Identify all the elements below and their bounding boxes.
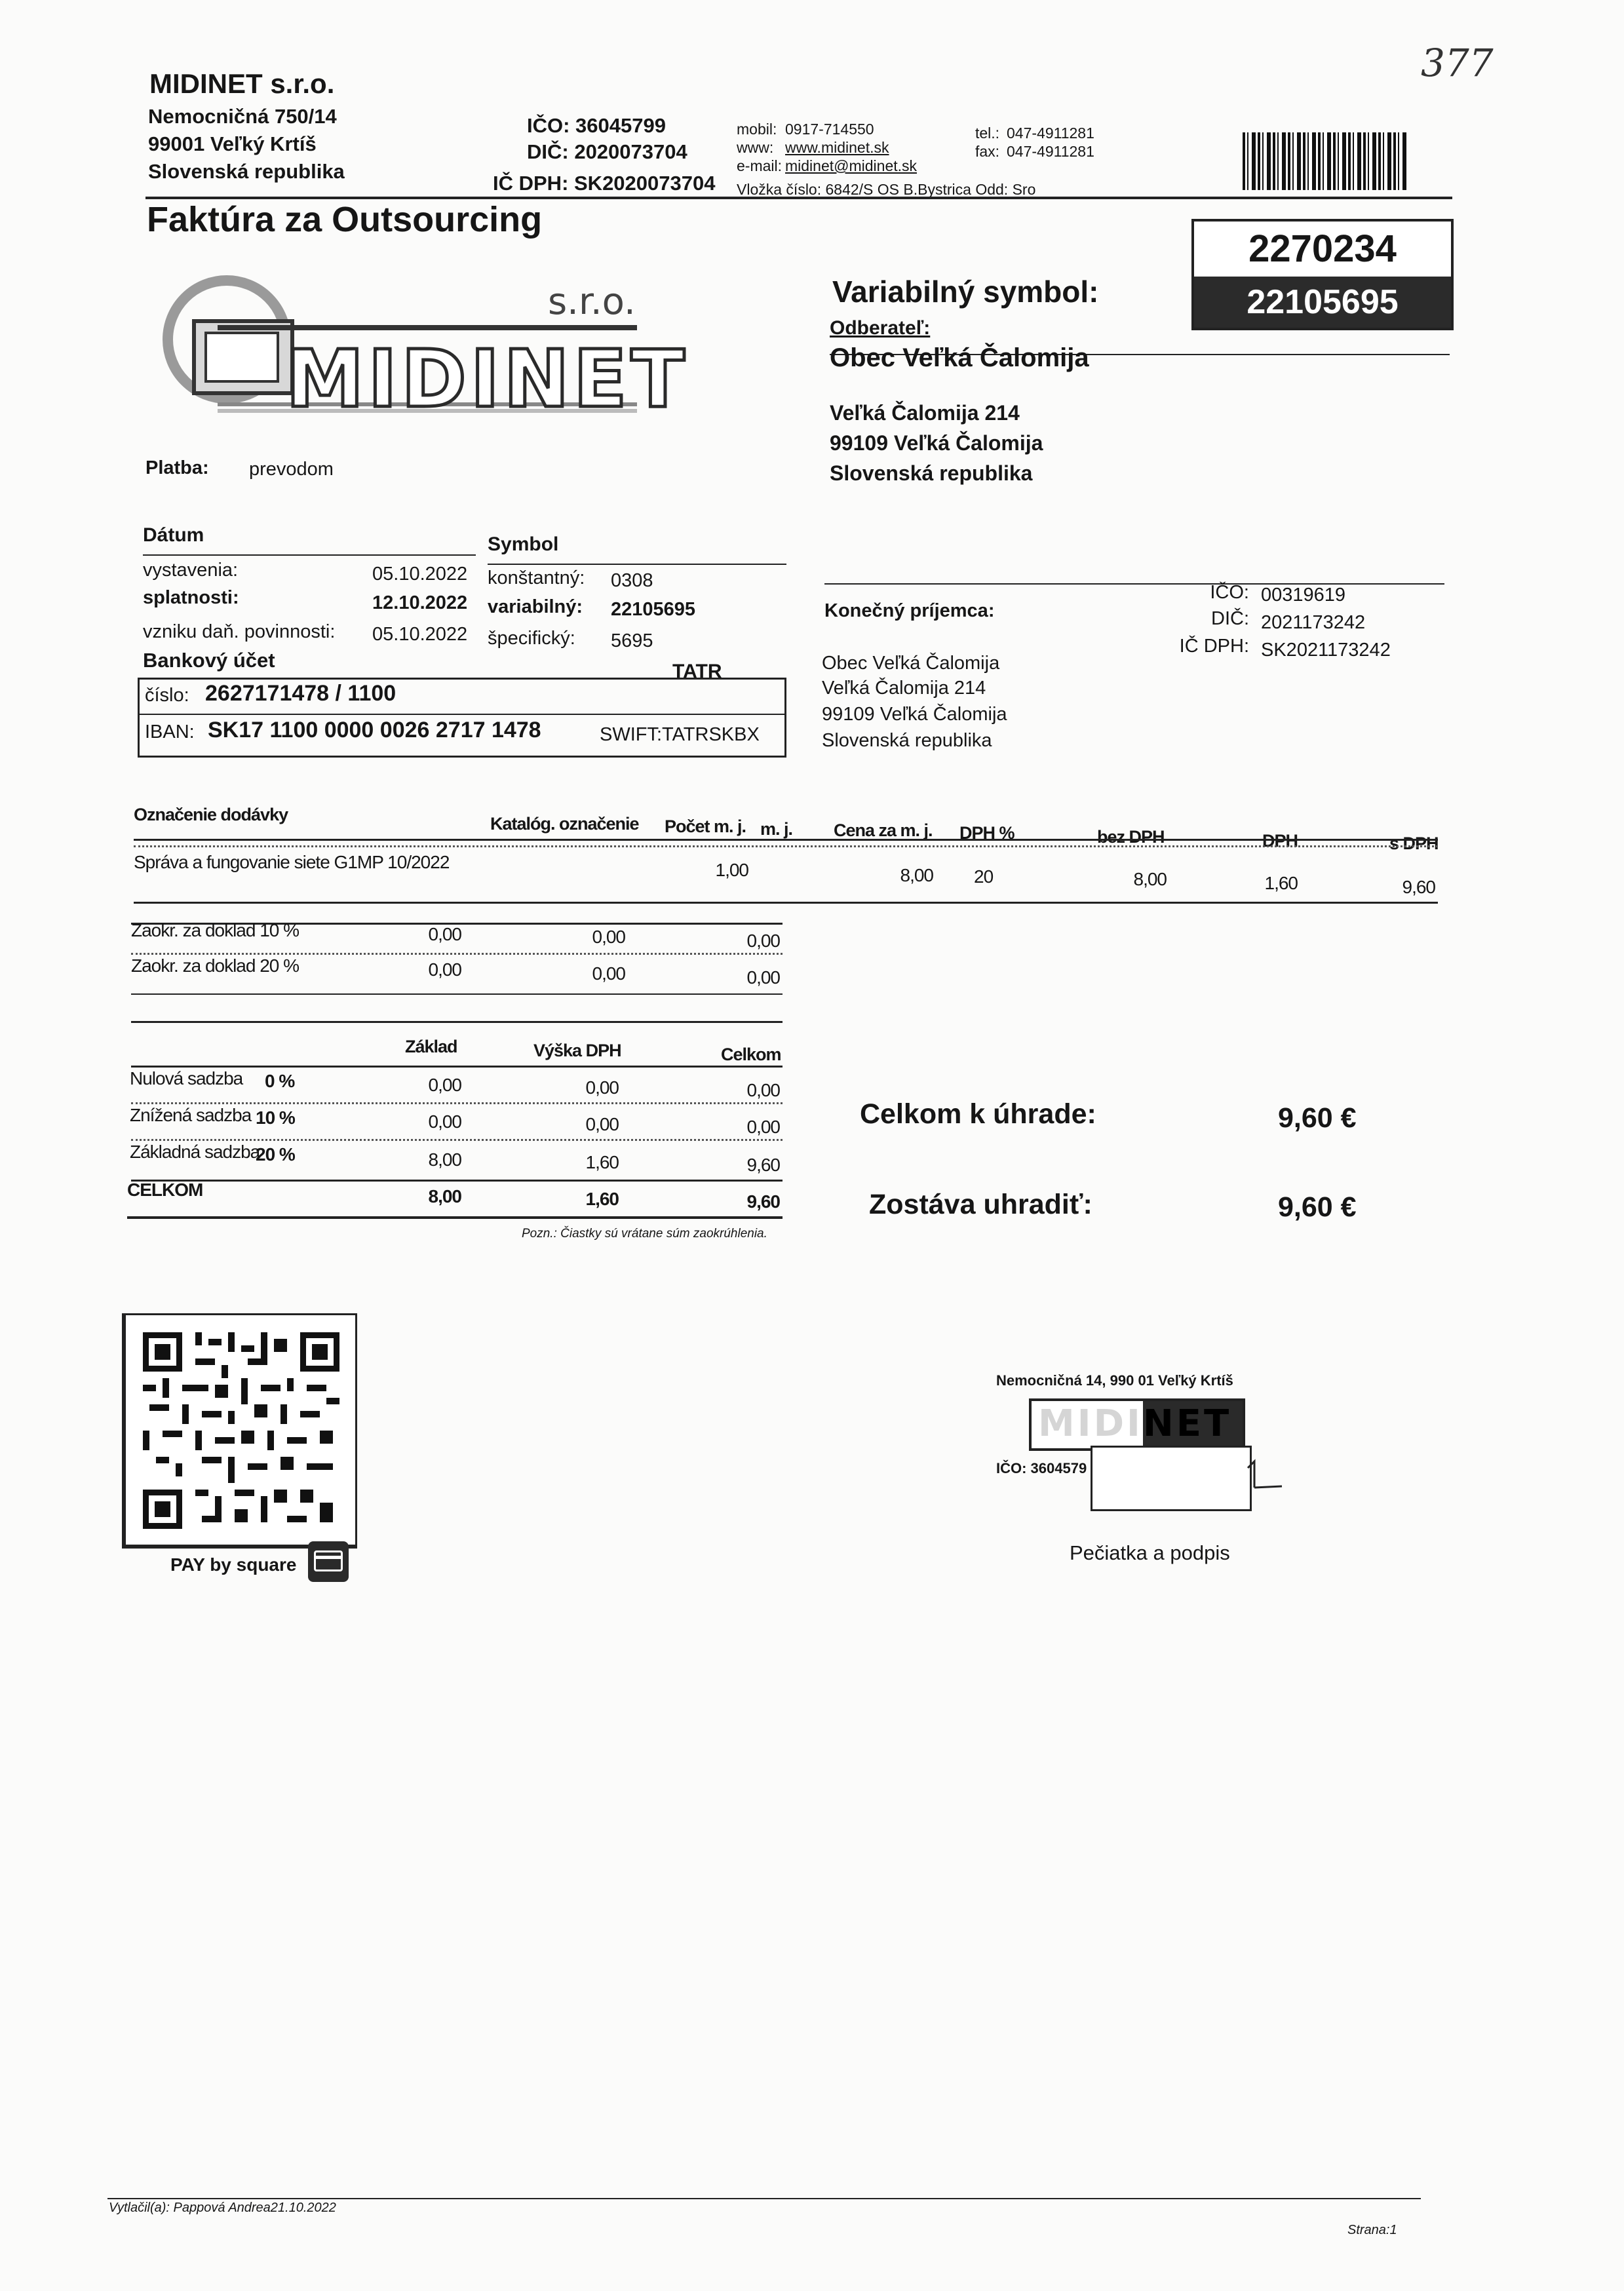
vlozka: Vložka číslo: 6842/S OS B.Bystrica Odd: Sro [737, 181, 1036, 198]
vat-bottom-line [127, 1216, 783, 1219]
supplier-icdph: IČ DPH: SK2020073704 [493, 172, 716, 195]
vat-total-base: 8,00 [428, 1186, 461, 1206]
recipient-icdph: SK2021173242 [1261, 640, 1391, 661]
pay-by-square-label: PAY by square [170, 1554, 297, 1575]
footer-page: Strana:1 [1347, 2223, 1397, 2237]
invoice-number-box [1191, 219, 1454, 330]
fax-label: fax: [975, 143, 1000, 160]
stamp-redaction-box [1091, 1446, 1252, 1511]
rounding-10-c: 0,00 [746, 931, 780, 951]
pay-by-square-qr [122, 1313, 357, 1549]
item-vat-pct: 20 [974, 866, 994, 887]
item-vat: 1,60 [1264, 873, 1298, 893]
variable-symbol-box: 22105695 [1194, 277, 1451, 328]
dates-header: Dátum [143, 524, 204, 546]
variable-symbol-label: Variabilný symbol: [832, 275, 1099, 309]
item-net: 8,00 [1133, 869, 1167, 889]
www-link[interactable]: www.midinet.sk [785, 139, 889, 156]
qr-code-icon [143, 1332, 339, 1529]
konst-value: 0308 [611, 570, 653, 591]
invoice-title: Faktúra za Outsourcing [147, 200, 543, 239]
items-bottom-line [134, 902, 1438, 904]
spec-label: špecifický: [488, 628, 575, 649]
symbol-header-line [488, 564, 786, 565]
vat-row-rate-0: 0 % [265, 1071, 295, 1091]
stamp-logo [1029, 1398, 1245, 1451]
recipient-dic-label: DIČ: [1211, 608, 1249, 629]
vat-row-rate-2: 20 % [256, 1144, 295, 1165]
recipient-country: Slovenská republika [822, 730, 992, 751]
midinet-logo [155, 274, 689, 425]
cislo-value: 2627171478 / 1100 [205, 681, 396, 706]
supplier-country: Slovenská republika [148, 160, 345, 183]
vat-row-label-0: Nulová sadzba [130, 1068, 243, 1088]
var-label: variabilný: [488, 596, 583, 617]
recipient-street: Veľká Čalomija 214 [822, 678, 986, 699]
customer-country: Slovenská republika [830, 461, 1033, 485]
email-label: e-mail: [737, 157, 783, 174]
logo-wordmark: MIDINET [286, 334, 689, 425]
vat-row-total-1: 0,00 [746, 1117, 780, 1137]
col-vat-header: DPH [1262, 831, 1298, 851]
item-qty: 1,00 [715, 860, 748, 880]
konst-label: konštantný: [488, 568, 585, 588]
rounding-10-a: 0,00 [428, 924, 461, 944]
cislo-label: číslo: [145, 685, 189, 706]
col-catalog-header: Katalóg. označenie [490, 814, 639, 834]
splatnosti-value: 12.10.2022 [372, 592, 468, 613]
platba-value: prevodom [249, 459, 334, 480]
col-qty-header: Počet m. j. [665, 817, 746, 836]
vat-row-total-0: 0,00 [746, 1080, 780, 1100]
vat-total-header: Celkom [721, 1045, 781, 1064]
supplier-dic: DIČ: 2020073704 [527, 140, 687, 163]
stamp-ico: IČO: 3604579 [996, 1460, 1087, 1476]
rounding-label-10: Zaokr. za doklad 10 % [131, 920, 300, 940]
invoice-number: 2270234 [1248, 227, 1397, 270]
footer-line [107, 2198, 1421, 2199]
celkom-label: Celkom k úhrade: [860, 1098, 1096, 1130]
vat-row-base-2: 8,00 [428, 1149, 461, 1170]
recipient-label: Konečný príjemca: [824, 600, 995, 621]
barcode-image [1243, 132, 1406, 190]
bank-box-divider [140, 714, 784, 715]
dates-header-line [143, 554, 476, 556]
bank-account-box [138, 678, 786, 758]
vat-header-line [131, 1066, 783, 1068]
col-gross-header: s DPH [1389, 834, 1439, 853]
vat-row-label-2: Základná sadzba [130, 1142, 260, 1162]
recipient-ico: 00319619 [1261, 585, 1346, 606]
celkom-value: 9,60 € [1278, 1102, 1357, 1134]
handwritten-note: 377 [1421, 41, 1494, 85]
stamp-wordmark: MIDINET [1038, 1402, 1232, 1445]
rounding-bottom-line [131, 993, 783, 995]
recipient-dic: 2021173242 [1261, 612, 1366, 633]
tel-label: tel.: [975, 125, 1000, 142]
footer-printed: Vytlačil(a): Pappová Andrea21.10.2022 [109, 2201, 336, 2215]
vat-total-vat: 1,60 [585, 1189, 619, 1209]
logo-suffix: s.r.o. [548, 280, 636, 323]
splatnosti-label: splatnosti: [143, 587, 239, 608]
mobil-label: mobil: [737, 121, 777, 138]
vat-row-total-2: 9,60 [746, 1155, 780, 1175]
recipient-ico-label: IČO: [1210, 582, 1249, 603]
recipient-name: Obec Veľká Čalomija [822, 653, 1000, 674]
swift-value: SWIFT:TATRSKBX [600, 724, 760, 745]
tel-value: 047-4911281 [1007, 125, 1094, 142]
platba-label: Platba: [145, 457, 209, 478]
pay-card-icon [308, 1541, 349, 1582]
vzniku-value: 05.10.2022 [372, 624, 468, 645]
item-price: 8,00 [900, 865, 933, 885]
zostava-value: 9,60 € [1278, 1191, 1357, 1223]
customer-label: Odberateľ: [830, 317, 931, 339]
vat-row-divider-0 [131, 1102, 783, 1104]
bank-header: Bankový účet [143, 649, 275, 672]
supplier-city: 99001 Veľký Krtíš [148, 132, 317, 155]
vzniku-label: vzniku daň. povinnosti: [143, 621, 336, 642]
zostava-label: Zostáva uhradiť: [869, 1189, 1092, 1220]
supplier-street: Nemocničná 750/14 [148, 105, 337, 128]
customer-street: Veľká Čalomija 214 [830, 401, 1020, 425]
www-label: www: [737, 139, 774, 156]
col-net-header: bez DPH [1097, 827, 1165, 847]
vat-amount-header: Výška DPH [533, 1041, 621, 1060]
vat-top-line [131, 1021, 783, 1023]
iban-value: SK17 1100 0000 0026 2717 1478 [208, 718, 541, 742]
rounding-label-20: Zaokr. za doklad 20 % [131, 955, 300, 976]
var-value: 22105695 [611, 599, 696, 620]
vat-total-line [131, 1180, 783, 1182]
fax-value: 047-4911281 [1007, 143, 1094, 160]
rounding-20-a: 0,00 [428, 959, 461, 980]
rounding-divider [131, 953, 783, 955]
rounding-20-b: 0,00 [592, 963, 625, 984]
vat-row-base-1: 0,00 [428, 1111, 461, 1132]
vat-row-divider-1 [131, 1139, 783, 1141]
stamp-caption: Pečiatka a podpis [1070, 1541, 1230, 1564]
email-link[interactable]: midinet@midinet.sk [785, 157, 918, 174]
recipient-icdph-label: IČ DPH: [1179, 636, 1249, 657]
customer-city: 99109 Veľká Čalomija [830, 431, 1043, 455]
iban-label: IBAN: [145, 722, 195, 742]
col-price-header: Cena za m. j. [834, 820, 933, 840]
vat-row-rate-1: 10 % [256, 1107, 295, 1128]
vat-row-vat-2: 1,60 [585, 1152, 619, 1172]
col-unit-header: m. j. [760, 819, 793, 839]
vystavenia-label: vystavenia: [143, 560, 239, 581]
supplier-ico: IČO: 36045799 [527, 114, 666, 137]
supplier-name: MIDINET s.r.o. [149, 68, 335, 99]
symbol-header: Symbol [488, 533, 559, 555]
vat-row-vat-0: 0,00 [585, 1077, 619, 1098]
signature [1245, 1459, 1285, 1492]
bank-code: TATR [672, 661, 722, 682]
vat-row-vat-1: 0,00 [585, 1114, 619, 1134]
vat-row-base-0: 0,00 [428, 1075, 461, 1095]
items-header-dots [134, 845, 1438, 847]
vat-row-label-1: Znížená sadzba [130, 1105, 252, 1125]
vystavenia-value: 05.10.2022 [372, 564, 468, 585]
item-name: Správa a fungovanie siete G1MP 10/2022 [134, 852, 450, 872]
stamp-address: Nemocničná 14, 990 01 Veľký Krtíš [996, 1372, 1233, 1389]
rounding-10-b: 0,00 [592, 927, 625, 947]
vat-total-label: CELKOM [127, 1180, 203, 1200]
mobil-value: 0917-714550 [785, 121, 874, 138]
vat-base-header: Základ [405, 1037, 457, 1056]
col-vat-pct-header: DPH % [959, 823, 1015, 843]
col-name-header: Označenie dodávky [134, 805, 288, 824]
vat-total-total: 9,60 [746, 1191, 780, 1212]
rounding-20-c: 0,00 [746, 967, 780, 988]
items-header-line [134, 839, 1438, 841]
item-gross: 9,60 [1402, 877, 1435, 897]
recipient-city: 99109 Veľká Čalomija [822, 704, 1007, 725]
customer-name: Obec Veľká Čalomija [830, 343, 1089, 372]
spec-value: 5695 [611, 630, 653, 651]
vat-note: Pozn.: Čiastky sú vrátane súm zaokrúhlenia. [522, 1227, 767, 1241]
